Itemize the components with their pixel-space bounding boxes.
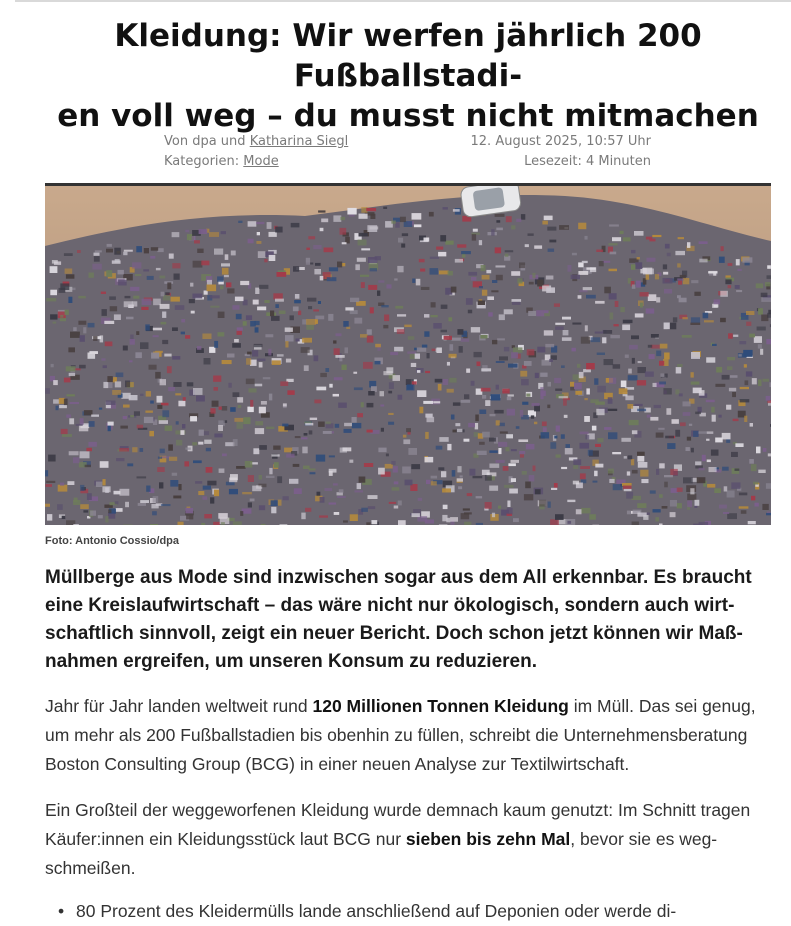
article-headline [30,16,786,136]
categories-label: Kategorien: [164,154,243,169]
byline [164,132,348,152]
paragraph-1 [45,692,775,779]
article-meta-right [430,132,651,172]
publish-date: 12. August 2025, 10:57 Uhr [430,132,651,152]
paragraph-1-text-a: Jahr für Jahr landen weltweit rund [45,696,313,716]
list-item-text: 80 Prozent des Kleidermülls lande anschließend auf Deponien oder werde di- [76,901,676,921]
article-meta-left [164,132,348,172]
top-divider [15,0,791,2]
reading-time: Lesezeit: 4 Minuten [430,152,651,172]
headline-line-2: en voll weg – du musst nicht mitmachen [57,98,759,134]
list-item [58,897,774,926]
bullet-icon: • [58,897,76,926]
categories [164,152,348,172]
paragraph-2-text-a: Ein Großteil der weggeworfenen Kleidung wurde demnach kaum genutzt: Im Schnitt tragen Käufer:innen ein Kleidungsstück laut BCG nur [45,800,750,849]
article-photo [45,183,771,525]
photo-credit: Foto: Antonio Cossio/dpa [45,535,179,547]
paragraph-2 [45,796,775,883]
clothing-landfill-image [45,186,771,525]
headline-line-1: Kleidung: Wir werfen jährlich 200 Fußballstadi- [114,18,701,94]
paragraph-1-highlight: 120 Millionen Tonnen Kleidung [313,696,569,716]
article-lead: Müllberge aus Mode sind inzwischen sogar aus dem All erkennbar. Es braucht eine Kreislaufwirtschaft – das wäre nicht nur ökologisch, sondern auch wirt-schaftlich sinnvoll, zeigt ein neuer Bericht. Doch schon jetzt können wir Maß-nahmen ergreifen, um unseren Konsum zu reduzieren. [45,564,775,676]
author-link[interactable]: Katharina Siegl [250,134,349,149]
paragraph-1-text-b: im Müll. Das sei genug, um mehr als 200 Fußballstadien bis obenhin zu füllen, schreibt die Unternehmensberatung Boston Consulting Group (BCG) in einer neuen Analyse zur Textilwirtschaft. [45,696,756,774]
byline-prefix: Von dpa und [164,134,250,149]
paragraph-2-highlight: sieben bis zehn Mal [406,829,570,849]
category-link[interactable]: Mode [243,154,278,169]
paragraph-2-text-b: , bevor sie es weg-schmeißen. [45,829,717,878]
